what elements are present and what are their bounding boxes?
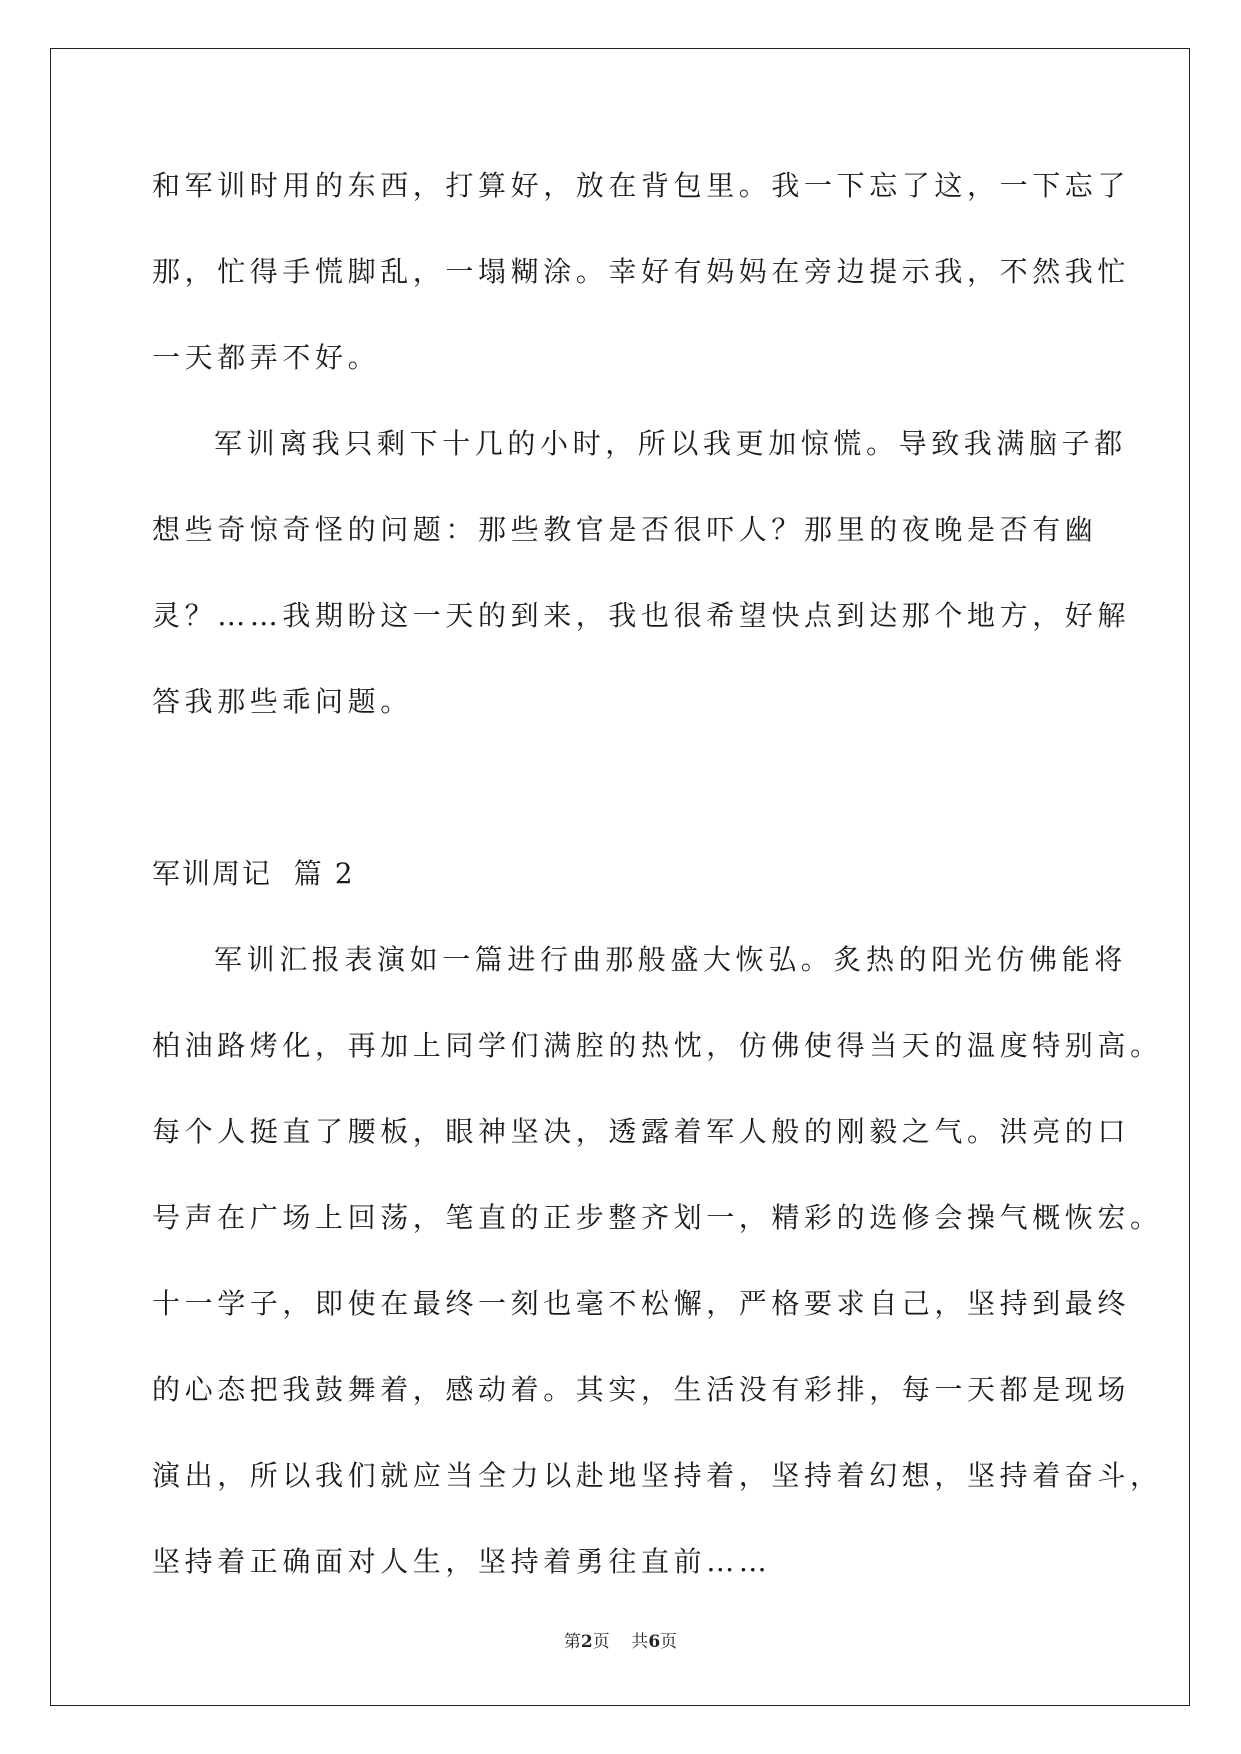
text-line: 演出，所以我们就应当全力以赴地坚持着，坚持着幻想，坚持着奋斗， bbox=[152, 1459, 1163, 1492]
text-line: 坚持着正确面对人生，坚持着勇往直前…… bbox=[152, 1545, 772, 1578]
text-line: 想些奇惊奇怪的问题：那些教官是否很吓人？那里的夜晚是否有幽 bbox=[152, 513, 1098, 546]
page-mid-text: 页 共 bbox=[592, 1632, 649, 1652]
text-line: 军训离我只剩下十几的小时，所以我更加惊慌。导致我满脑子都 bbox=[214, 427, 1127, 460]
text-line: 和军训时用的东西，打算好，放在背包里。我一下忘了这，一下忘了 bbox=[152, 169, 1131, 202]
page-prefix: 第 bbox=[563, 1632, 581, 1652]
section-title: 军训周记 篇 2 bbox=[152, 857, 355, 890]
text-line: 的心态把我鼓舞着，感动着。其实，生活没有彩排，每一天都是现场 bbox=[152, 1373, 1131, 1406]
text-line: 那，忙得手慌脚乱，一塌糊涂。幸好有妈妈在旁边提示我，不然我忙 bbox=[152, 255, 1131, 288]
paragraph bbox=[152, 932, 1163, 1620]
page-suffix: 页 bbox=[660, 1632, 678, 1652]
document-body bbox=[152, 158, 1163, 1620]
paragraph bbox=[152, 416, 1131, 760]
text-line: 十一学子，即使在最终一刻也毫不松懈，严格要求自己，坚持到最终 bbox=[152, 1287, 1131, 1320]
text-line: 号声在广场上回荡，笔直的正步整齐划一，精彩的选修会操气概恢宏。 bbox=[152, 1201, 1163, 1234]
text-line: 灵？……我期盼这一天的到来，我也很希望快点到达那个地方，好解 bbox=[152, 599, 1131, 632]
current-page-number: 2 bbox=[580, 1632, 593, 1652]
text-line: 柏油路烤化，再加上同学们满腔的热忱，仿佛使得当天的温度特别高。 bbox=[152, 1029, 1163, 1062]
text-line: 答我那些乖问题。 bbox=[152, 685, 413, 718]
text-line: 军训汇报表演如一篇进行曲那般盛大恢弘。炙热的阳光仿佛能将 bbox=[214, 943, 1127, 976]
total-page-number: 6 bbox=[648, 1632, 661, 1652]
blank-line bbox=[152, 760, 1102, 846]
page-number bbox=[0, 1627, 1241, 1652]
paragraph bbox=[152, 158, 1131, 416]
text-line: 每个人挺直了腰板，眼神坚决，透露着军人般的刚毅之气。洪亮的口 bbox=[152, 1115, 1131, 1148]
text-line: 一天都弄不好。 bbox=[152, 341, 381, 374]
